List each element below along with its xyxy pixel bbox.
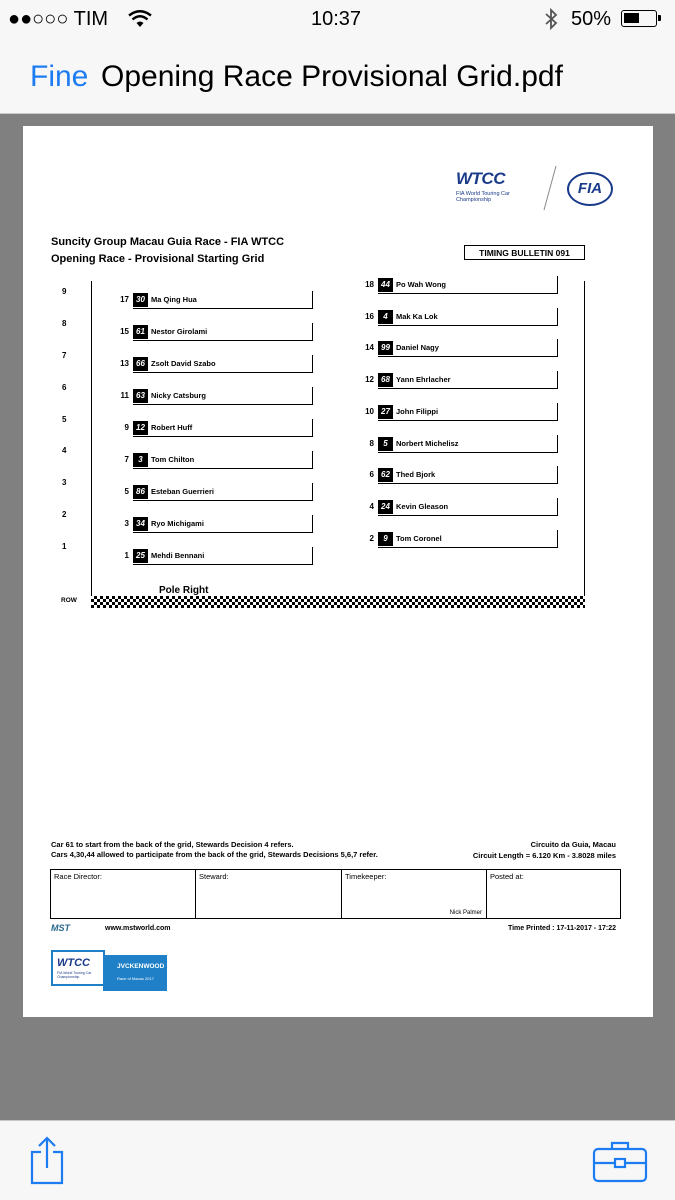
grid-position: 5 <box>124 487 129 496</box>
row-number: 4 <box>62 446 67 455</box>
row-number: 3 <box>62 478 67 487</box>
grid-slot-edge <box>557 530 558 548</box>
driver-name: Ryo Michigami <box>151 519 204 528</box>
grid-slot-line <box>378 452 557 453</box>
grid-slot-edge <box>312 483 313 501</box>
car-number: 27 <box>378 405 393 419</box>
grid-slot-line <box>378 388 557 389</box>
driver-name: Yann Ehrlacher <box>396 375 451 385</box>
sponsor-wtcc-subtitle: FIA World Touring Car Championship <box>57 971 92 979</box>
circuit-name: Circuito da Guia, Macau <box>530 840 616 849</box>
circuit-length: Circuit Length = 6.120 Km - 3.8028 miles <box>472 851 616 860</box>
grid-position: 14 <box>365 343 374 353</box>
grid-slot-line <box>378 483 557 484</box>
grid-slot-edge <box>557 498 558 516</box>
grid-slot-edge <box>312 355 313 373</box>
driver-name: Robert Huff <box>151 423 193 432</box>
posted-at-label: Posted at: <box>490 872 524 881</box>
row-number: 1 <box>62 542 67 551</box>
timekeeper-label: Timekeeper: <box>345 872 387 881</box>
wtcc-logo: WTCC <box>456 169 505 188</box>
logo-divider <box>542 164 558 212</box>
mst-logo: MST <box>51 923 70 933</box>
grid-position: 8 <box>369 438 374 448</box>
grid-slot-line <box>133 532 312 533</box>
stewards-note-1: Car 61 to start from the back of the grid, Stewards Decision 4 refers. <box>51 840 294 849</box>
car-number: 44 <box>378 278 393 292</box>
grid-position: 9 <box>124 423 129 432</box>
timekeeper-name: Nick Palmer <box>449 910 482 916</box>
grid-slot-edge <box>557 466 558 484</box>
car-number: 62 <box>378 468 393 482</box>
grid-slot-edge <box>312 451 313 469</box>
car-number: 25 <box>133 549 148 563</box>
grid-slot-edge <box>312 387 313 405</box>
grid-slot-line <box>133 564 312 565</box>
done-button[interactable]: Fine <box>30 60 89 93</box>
wifi-icon <box>128 10 152 28</box>
stewards-note-2: Cars 4,30,44 allowed to participate from the back of the grid, Stewards Decisions 5,6,7 refer. <box>51 850 378 859</box>
grid-slot-line <box>133 500 312 501</box>
fia-logo <box>567 172 613 206</box>
grid-slot-line <box>133 340 312 341</box>
driver-name: Mehdi Bennani <box>151 551 205 560</box>
grid-slot-edge <box>557 308 558 326</box>
grid-slot-line <box>378 547 557 548</box>
sponsor-wtcc-text: WTCC <box>57 957 90 969</box>
grid-slot-edge <box>557 276 558 294</box>
car-number: 86 <box>133 485 148 499</box>
driver-name: John Filippi <box>396 406 439 416</box>
row-number: 9 <box>62 287 67 296</box>
grid-position: 4 <box>369 501 374 511</box>
steward-label: Steward: <box>199 872 229 881</box>
car-number: 68 <box>378 373 393 387</box>
grid-position: 2 <box>369 533 374 543</box>
grid-slot-edge <box>312 323 313 341</box>
car-number: 4 <box>378 310 393 324</box>
grid-slot-edge <box>557 435 558 453</box>
navigation-bar <box>0 38 675 114</box>
carrier-label: ●●○○○ TIM <box>8 8 109 30</box>
car-number: 66 <box>133 357 148 371</box>
status-bar <box>0 0 675 38</box>
bottom-toolbar <box>0 1120 675 1200</box>
grid-slot-line <box>133 372 312 373</box>
pole-right-label: Pole Right <box>159 585 209 596</box>
driver-name: Ma Qing Hua <box>151 295 197 304</box>
car-number: 61 <box>133 325 148 339</box>
steward-field <box>195 869 342 919</box>
grid-position: 1 <box>124 551 129 560</box>
pdf-page[interactable] <box>23 126 653 1017</box>
grid-slot-edge <box>312 291 313 309</box>
toolbox-icon[interactable] <box>592 1139 648 1183</box>
car-number: 34 <box>133 517 148 531</box>
grid-slot-line <box>378 420 557 421</box>
wtcc-logo-subtitle: FIA World Touring Car Championship <box>456 191 510 203</box>
grid-slot-edge <box>557 371 558 389</box>
fia-logo-text: FIA <box>577 180 603 197</box>
race-director-field <box>50 869 196 919</box>
sponsor-jvckenwood-text: JVCKENWOOD <box>117 963 165 970</box>
row-number: 5 <box>62 415 67 424</box>
grid-heading: Opening Race - Provisional Starting Grid <box>51 253 265 265</box>
grid-slot-edge <box>312 515 313 533</box>
driver-name: Nicky Catsburg <box>151 391 207 400</box>
grid-slot-edge <box>312 419 313 437</box>
row-number: 2 <box>62 510 67 519</box>
grid-position: 10 <box>365 406 374 416</box>
grid-position: 6 <box>369 470 374 480</box>
posted-at-field <box>486 869 621 919</box>
sponsor-wtcc-logo <box>51 950 105 986</box>
driver-name: Zsolt David Szabo <box>151 359 216 368</box>
grid-position: 15 <box>120 327 129 336</box>
grid-slot-line <box>378 356 557 357</box>
bluetooth-icon <box>544 8 558 30</box>
timing-bulletin: TIMING BULLETIN 091 <box>479 248 570 258</box>
sponsor-jvckenwood-logo <box>103 955 167 991</box>
driver-name: Tom Coronel <box>396 533 442 543</box>
grid-slot-line <box>133 308 312 309</box>
race-director-label: Race Director: <box>54 872 102 881</box>
driver-name: Tom Chilton <box>151 455 195 464</box>
grid-slot-edge <box>557 403 558 421</box>
checkered-start-line <box>91 596 585 608</box>
car-number: 99 <box>378 341 393 355</box>
document-title: Opening Race Provisional Grid.pdf <box>101 60 563 93</box>
driver-name: Kevin Gleason <box>396 501 449 511</box>
driver-name: Po Wah Wong <box>396 280 446 289</box>
driver-name: Norbert Michelisz <box>396 438 459 448</box>
grid-position: 17 <box>120 295 129 304</box>
share-icon[interactable] <box>29 1134 65 1186</box>
battery-icon <box>621 10 657 27</box>
car-number: 5 <box>378 437 393 451</box>
grid-position: 16 <box>365 311 374 321</box>
website-link[interactable]: www.mstworld.com <box>105 925 171 932</box>
car-number: 9 <box>378 532 393 546</box>
grid-left-border <box>91 281 92 599</box>
timing-bulletin-box <box>464 245 585 260</box>
time-printed: Time Printed : 17-11-2017 - 17:22 <box>507 925 616 932</box>
grid-slot-line <box>378 293 557 294</box>
car-number: 24 <box>378 500 393 514</box>
sponsor-race-text: Race of Macau 2017 <box>117 976 154 981</box>
grid-position: 13 <box>120 359 129 368</box>
driver-name: Daniel Nagy <box>396 343 439 353</box>
driver-name: Mak Ka Lok <box>396 311 438 321</box>
grid-position: 11 <box>120 391 129 400</box>
grid-slot-line <box>378 515 557 516</box>
car-number: 63 <box>133 389 148 403</box>
grid-position: 18 <box>365 280 374 289</box>
grid-slot-line <box>133 468 312 469</box>
car-number: 12 <box>133 421 148 435</box>
grid-slot-edge <box>557 339 558 357</box>
grid-slot-line <box>378 325 557 326</box>
row-number: 6 <box>62 383 67 392</box>
row-label: ROW <box>61 597 77 604</box>
grid-position: 3 <box>124 519 129 528</box>
battery-percent: 50% <box>571 8 612 30</box>
grid-right-border <box>584 281 585 599</box>
grid-slot-line <box>133 436 312 437</box>
grid-slot-line <box>133 404 312 405</box>
grid-position: 12 <box>365 375 374 385</box>
grid-position: 7 <box>124 455 129 464</box>
driver-name: Thed Bjork <box>396 470 436 480</box>
driver-name: Nestor Girolami <box>151 327 208 336</box>
clock: 10:37 <box>311 8 362 30</box>
car-number: 30 <box>133 293 148 307</box>
driver-name: Esteban Guerrieri <box>151 487 214 496</box>
car-number: 3 <box>133 453 148 467</box>
row-number: 8 <box>62 319 67 328</box>
race-heading: Suncity Group Macau Guia Race - FIA WTCC <box>51 236 285 248</box>
row-number: 7 <box>62 351 67 360</box>
grid-slot-edge <box>312 547 313 565</box>
timekeeper-field <box>341 869 487 919</box>
